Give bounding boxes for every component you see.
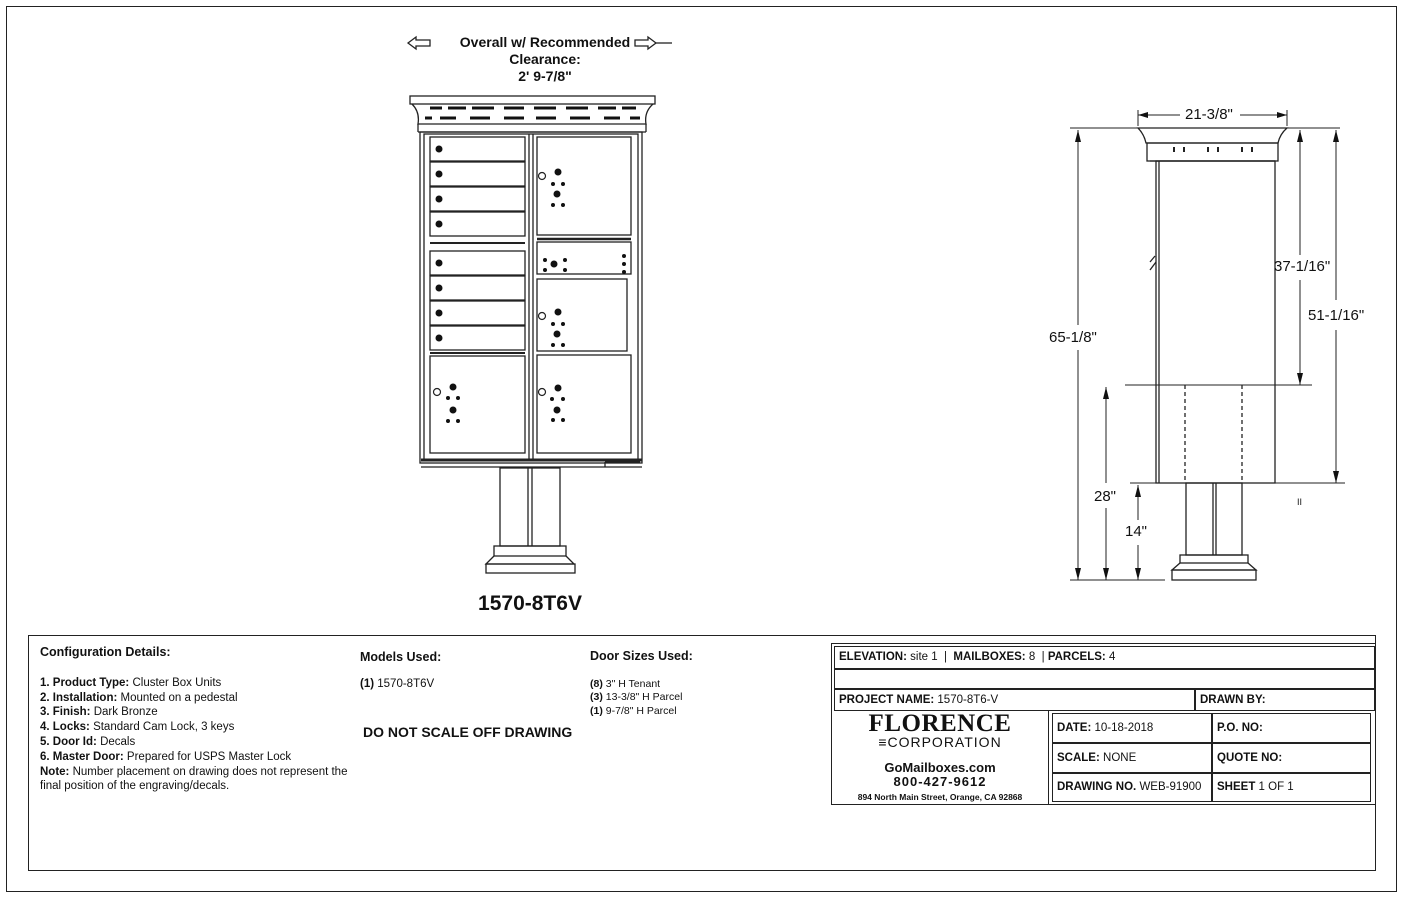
do-not-scale-note: DO NOT SCALE OFF DRAWING xyxy=(363,724,573,740)
dim-pedestal-14: 14" xyxy=(1125,523,1148,540)
blank-row xyxy=(834,669,1375,689)
clearance-line-1: Overall w/ Recommended xyxy=(459,34,631,50)
logo-address: 894 North Main Street, Orange, CA 92868 xyxy=(857,792,1023,802)
config-title: Configuration Details: xyxy=(40,645,171,659)
config-item: 1. Product Type: Cluster Box Units xyxy=(40,676,222,689)
date-cell: DATE: 10-18-2018 xyxy=(1052,713,1212,743)
config-item: 2. Installation: Mounted on a pedestal xyxy=(40,691,238,704)
models-used xyxy=(360,650,590,690)
front-crown xyxy=(410,96,655,132)
door-item: (8) 3" H Tenant xyxy=(590,677,661,690)
model-item: (1) 1570-8T6V xyxy=(360,678,435,690)
logo-phone: 800-427-9612 xyxy=(893,774,987,789)
dimension-arrowheads xyxy=(1075,112,1339,580)
quote-cell: QUOTE NO: xyxy=(1212,743,1371,773)
door-item: (1) 9-7/8" H Parcel xyxy=(590,704,677,717)
logo-brand: FLORENCE xyxy=(868,710,1012,737)
config-item: 5. Door Id: Decals xyxy=(40,735,136,748)
logo-divider xyxy=(1048,711,1049,804)
logo-web: GoMailboxes.com xyxy=(884,760,996,775)
po-cell: P.O. NO: xyxy=(1212,713,1371,743)
door-sizes-used xyxy=(590,650,810,718)
config-item: 6. Master Door: Prepared for USPS Master Lock xyxy=(40,750,292,763)
models-title: Models Used: xyxy=(360,650,442,664)
menu-icon: ≡ xyxy=(878,734,888,750)
configuration-details xyxy=(40,645,350,794)
dim-cabinet-height: 51-1/16" xyxy=(1308,307,1365,324)
dim-mark: II xyxy=(1297,497,1303,507)
clearance-line-2: Clearance: xyxy=(509,51,581,67)
project-name-row: PROJECT NAME: 1570-8T6-V xyxy=(834,689,1195,711)
clearance-arrow-left xyxy=(408,37,430,49)
tenant-doors xyxy=(430,137,525,353)
dim-top-width: 21-3/8" xyxy=(1185,106,1233,123)
dim-pedestal-28: 28" xyxy=(1094,488,1117,505)
dimension-lines xyxy=(1070,110,1345,580)
scale-cell: SCALE: NONE xyxy=(1052,743,1212,773)
drawing-no-cell: DRAWING NO. WEB-91900 xyxy=(1052,773,1212,802)
config-item: 3. Finish: Dark Bronze xyxy=(40,706,158,719)
config-note: Note: Number placement on drawing does not represent the final position of the engraving/decals. xyxy=(40,765,348,793)
clearance-line-3: 2' 9-7/8" xyxy=(518,68,572,84)
front-pedestal xyxy=(486,468,575,573)
doors-title: Door Sizes Used: xyxy=(590,649,693,663)
parcel-lock-cluster xyxy=(446,169,626,424)
door-item: (3) 13-3/8" H Parcel xyxy=(590,691,683,703)
logo-sub: ≡CORPORATION xyxy=(878,734,1002,750)
model-title: 1570-8T6V xyxy=(478,592,582,615)
drawn-by-cell: DRAWN BY: xyxy=(1195,689,1375,711)
dim-overall-height: 65-1/8" xyxy=(1049,329,1097,346)
sheet-cell: SHEET 1 OF 1 xyxy=(1212,773,1371,802)
side-view xyxy=(1138,128,1287,580)
elevation-row: ELEVATION: site 1 | MAILBOXES: 8 | PARCELS: 4 xyxy=(834,646,1375,669)
florence-logo xyxy=(833,712,1047,804)
config-item: 4. Locks: Standard Cam Lock, 3 keys xyxy=(40,721,235,734)
dim-upper-height: 37-1/16" xyxy=(1274,258,1331,275)
clearance-label xyxy=(445,34,645,85)
